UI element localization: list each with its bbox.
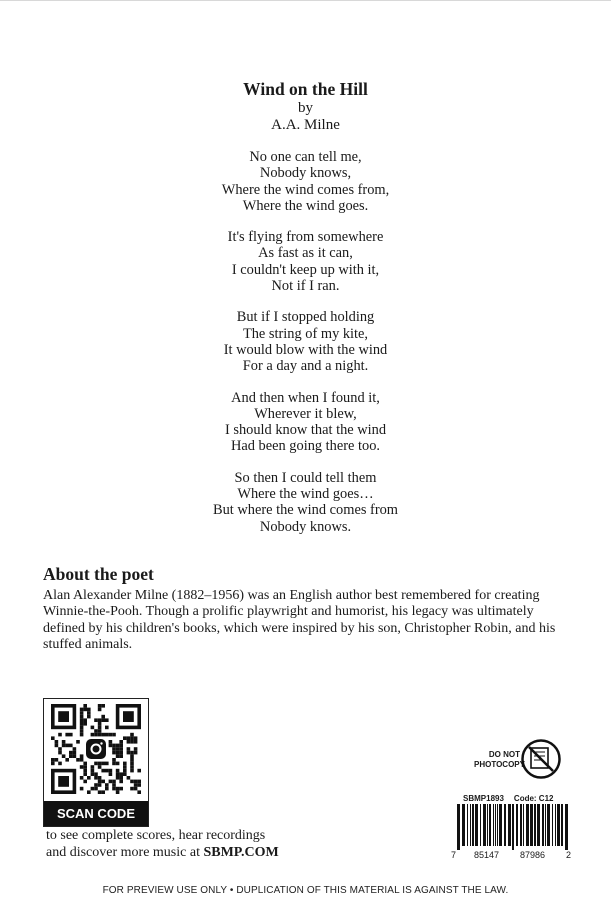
poem-author: A.A. Milne (271, 117, 340, 133)
no-photocopy-line2: PHOTOCOPY (474, 759, 525, 769)
barcode-last-digit: 2 (566, 850, 572, 860)
poem-line: Where the wind goes. (242, 197, 369, 214)
poem-line: And then when I found it, (231, 389, 380, 406)
poem-line: Nobody knows. (259, 518, 352, 535)
no-photocopy-icon (520, 738, 562, 780)
qr-code-pattern (49, 704, 143, 794)
poem-line: Nobody knows, (259, 165, 352, 182)
qr-caption (46, 828, 279, 861)
poem-line: Had been going there too. (230, 438, 381, 455)
qr-caption-line2: and discover more music at (46, 844, 200, 860)
poem-line: Where the wind comes from, (221, 181, 390, 198)
poem-line: It's flying from somewhere (227, 229, 384, 246)
poem-line: No one can tell me, (249, 149, 362, 165)
instagram-icon (86, 739, 106, 759)
poem-line: As fast as it can, (258, 245, 353, 262)
barcode-left-digits: 85147 (474, 850, 500, 860)
catalog-info (463, 794, 553, 803)
barcode (455, 804, 571, 850)
poem-stanza (0, 470, 611, 535)
poem-title: Wind on the Hill (243, 79, 368, 99)
poem-line: But where the wind comes from (212, 502, 399, 519)
website-link[interactable]: SBMP.COM (203, 844, 279, 860)
poem-line: Wherever it blew, (254, 405, 357, 422)
poem-stanza (0, 149, 611, 214)
poem-stanza (0, 229, 611, 294)
poem-byline: by (298, 100, 313, 116)
poem-line: But if I stopped holding (236, 309, 375, 326)
poem-line: Not if I ran. (271, 278, 340, 295)
about-text: Alan Alexander Milne (1882–1956) was an English author best remembered for creating Winnie-the-Pooh. Though a prolific playwright and humorist, his legacy was ultimately defined by his children's books, which were inspired by his son, Christopher Robin, and his stuffed animals. (43, 588, 556, 652)
poem-line: So then I could tell them (234, 469, 377, 486)
poem-line: I should know that the wind (224, 422, 387, 439)
poem-line: The string of my kite, (242, 325, 369, 342)
page-edge (0, 0, 611, 1)
poem-line: It would blow with the wind (223, 341, 388, 358)
poem-stanza (0, 390, 611, 455)
barcode-right-digits: 87986 (520, 850, 546, 860)
poem-stanza (0, 309, 611, 374)
preview-footer: FOR PREVIEW USE ONLY • DUPLICATION OF THIS MATERIAL IS AGAINST THE LAW. (102, 885, 509, 896)
scan-code-label: SCAN CODE (44, 801, 148, 826)
about-heading: About the poet (43, 564, 154, 584)
poem-line: Where the wind goes… (237, 486, 374, 503)
catalog-code: Code: C12 (513, 794, 554, 803)
poem-line: For a day and a night. (242, 358, 369, 375)
poem-stanzas (0, 149, 611, 535)
catalog-number: SBMP1893 (463, 794, 504, 803)
barcode-first-digit: 7 (451, 850, 457, 860)
no-photocopy-line1: DO NOT (488, 750, 520, 759)
poem-line: I couldn't keep up with it, (231, 261, 380, 278)
poem (0, 79, 611, 550)
qr-caption-line1: to see complete scores, hear recordings (46, 828, 266, 843)
qr-code[interactable] (43, 698, 149, 827)
